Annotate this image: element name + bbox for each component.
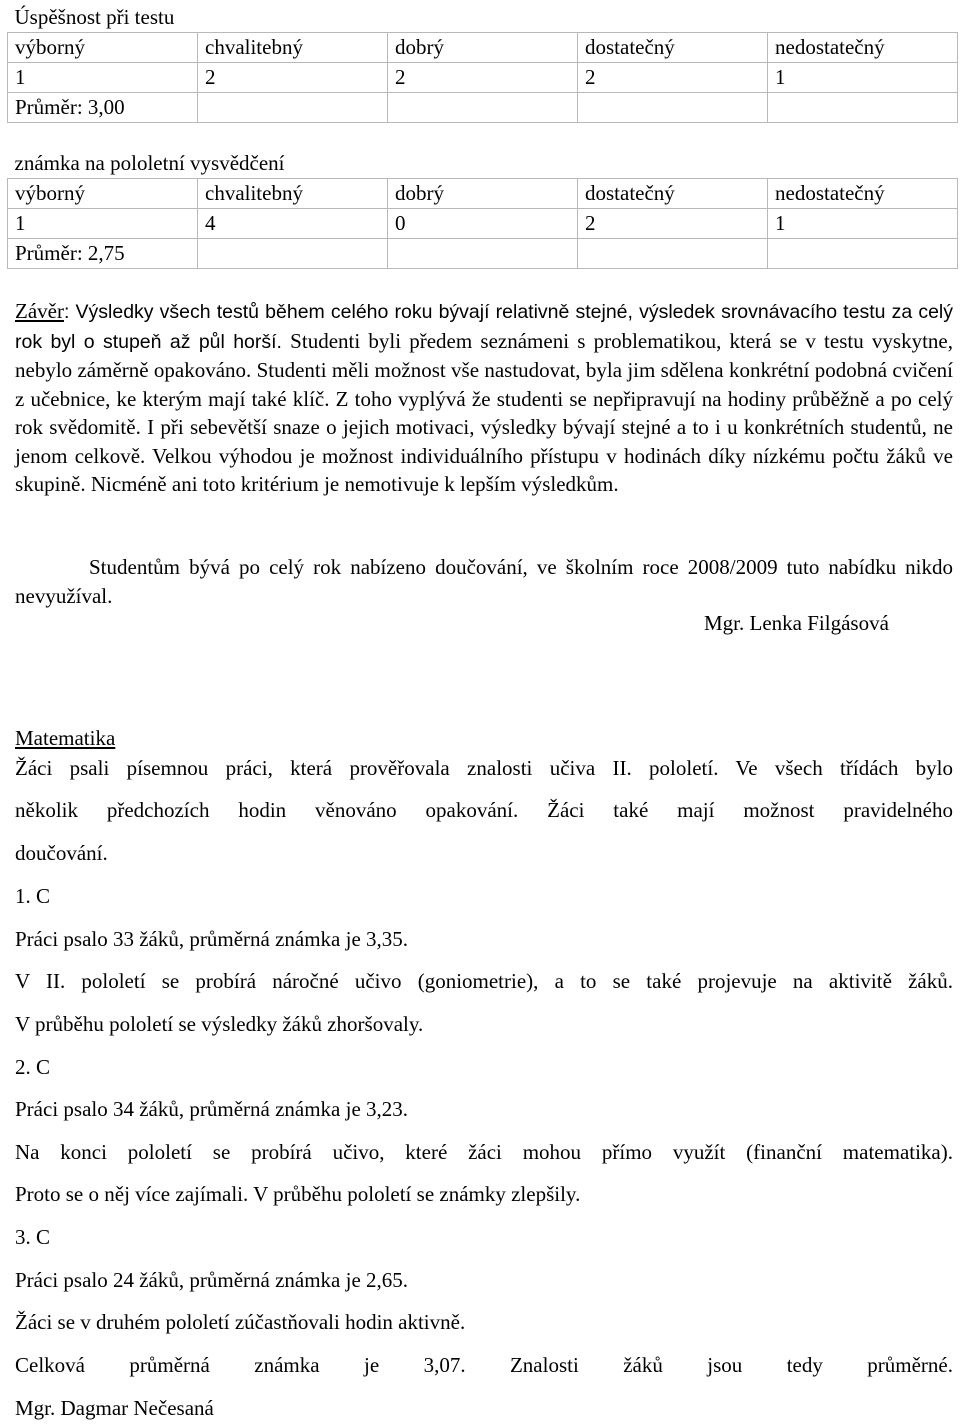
header-cell: výborný — [8, 179, 198, 209]
math-intro-line2: několik předchozích hodin věnováno opakování. Žáci také mají možnost pravidelného — [15, 798, 953, 822]
conclusion-text: Studenti byli předem seznámeni s problematikou, která se v testu vyskytne, nebylo záměrně opakováno. Studenti měli možnost vše nastudovat, byla jim sdělena konkrétní podobná cvičení z učebnice, ke kterým mají také klíč. Z toho vyplývá že studenti se nepřipravují na hodiny průběžně a po celý rok svědomitě. I při sebevětší snaze o jejich motivaci, výsledky bývají stejné a to i u konkrétních studentů, ne jenom celkově. Velkou výhodou je možnost individuálního přístupu v hodinách díky nízkému počtu žáků ve skupině. Nicméně ani toto kritérium je nemotivuje k lepším výsledkům. — [15, 328, 953, 496]
value-cell: 2 — [578, 209, 768, 239]
header-cell: dobrý — [388, 33, 578, 63]
average-cell: Průměr: 3,00 — [8, 93, 198, 123]
conclusion-label: Závěr — [15, 299, 64, 323]
header-cell: dostatečný — [578, 179, 768, 209]
header-cell: chvalitebný — [198, 33, 388, 63]
class-1c-note-line1: V II. pololetí se probírá náročné učivo (goniometrie), a to se také projevuje na aktivitě žáků. — [15, 969, 953, 993]
table-row — [8, 93, 958, 123]
value-cell: 2 — [388, 63, 578, 93]
header-cell: dobrý — [388, 179, 578, 209]
report-grade-table — [7, 149, 958, 269]
test-success-table — [7, 3, 958, 123]
value-cell: 4 — [198, 209, 388, 239]
math-heading: Matematika — [15, 726, 116, 750]
class-1c-stats: Práci psalo 33 žáků, průměrná známka je 3,35. — [15, 927, 409, 951]
header-cell: výborný — [8, 33, 198, 63]
class-1c-label: 1. C — [15, 884, 51, 908]
header-cell: dostatečný — [578, 33, 768, 63]
class-3c-label: 3. C — [15, 1225, 51, 1249]
value-cell: 1 — [768, 209, 958, 239]
value-cell: 1 — [8, 63, 198, 93]
table-row — [8, 239, 958, 269]
signature-filgasova: Mgr. Lenka Filgásová — [704, 611, 889, 635]
value-cell: 0 — [388, 209, 578, 239]
class-3c-note: Žáci se v druhém pololetí zúčastňovali hodin aktivně. — [15, 1310, 466, 1334]
table-row — [8, 33, 958, 63]
table-row — [8, 179, 958, 209]
test-success-title: Úspěšnost při testu — [8, 3, 958, 33]
table-row — [8, 63, 958, 93]
value-cell: 2 — [578, 63, 768, 93]
math-intro-line1: Žáci psali písemnou práci, která prověřovala znalosti učiva II. pololetí. Ve všech třídách bylo — [15, 756, 953, 780]
class-3c-stats: Práci psalo 24 žáků, průměrná známka je 2,65. — [15, 1268, 409, 1292]
value-cell: 2 — [198, 63, 388, 93]
value-cell: 1 — [8, 209, 198, 239]
header-cell: nedostatečný — [768, 179, 958, 209]
signature-necesana: Mgr. Dagmar Nečesaná — [15, 1396, 214, 1420]
class-2c-note-line1: Na konci pololetí se probírá učivo, které žáci mohou přímo využít (finanční matematika). — [15, 1140, 953, 1164]
header-cell: nedostatečný — [768, 33, 958, 63]
conclusion-text-sans: : Výsledky všech testů během celého roku bývají relativně stejné, výsledek srovnávacího testu za celý rok byl o stupeň až půl horší. — [15, 301, 953, 353]
tutoring-paragraph: Studentům bývá po celý rok nabízeno doučování, ve školním roce 2008/2009 tuto nabídku nikdo nevyužíval. — [15, 555, 953, 608]
math-intro-line3: doučování. — [15, 841, 108, 865]
class-1c-note-line2: V průběhu pololetí se výsledky žáků zhoršovaly. — [15, 1012, 424, 1036]
conclusion-paragraph — [15, 297, 953, 499]
average-cell: Průměr: 2,75 — [8, 239, 198, 269]
class-2c-label: 2. C — [15, 1055, 51, 1079]
overall-average: Celková průměrná známka je 3,07. Znalosti žáků jsou tedy průměrné. — [15, 1353, 953, 1377]
class-2c-stats: Práci psalo 34 žáků, průměrná známka je 3,23. — [15, 1097, 409, 1121]
report-grade-title: známka na pololetní vysvědčení — [8, 149, 958, 179]
value-cell: 1 — [768, 63, 958, 93]
header-cell: chvalitebný — [198, 179, 388, 209]
class-2c-note-line2: Proto se o něj více zajímali. V průběhu pololetí se známky zlepšily. — [15, 1182, 581, 1206]
table-row — [8, 209, 958, 239]
